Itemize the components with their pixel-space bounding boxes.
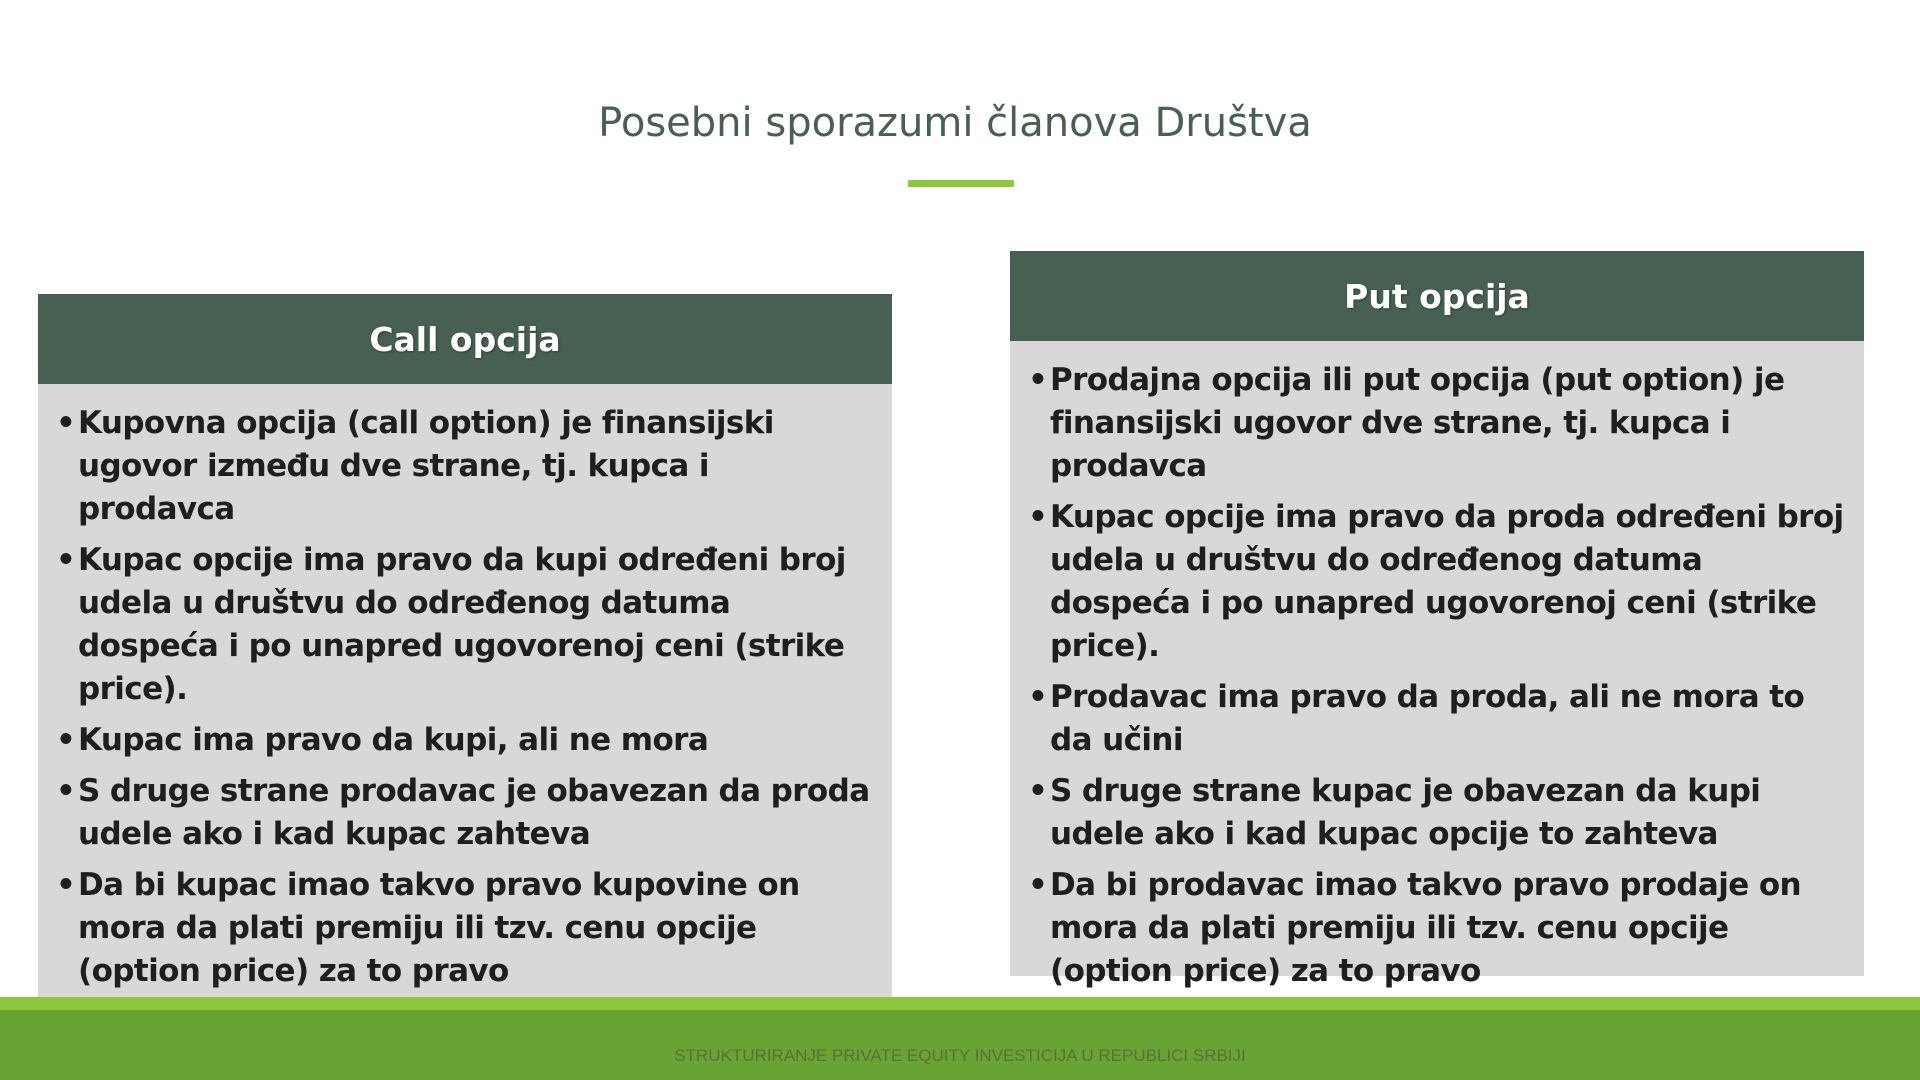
put-option-body	[1010, 341, 1864, 993]
bullet-dot: •	[56, 542, 76, 578]
call-option-bullet	[56, 719, 874, 762]
footer-text: STRUKTURIRANJE PRIVATE EQUITY INVESTICIJA U REPUBLICI SRBIJI	[674, 1046, 1246, 1065]
put-option-card	[1010, 251, 1864, 989]
bullet-dot: •	[1028, 679, 1048, 715]
bullet-dot: •	[56, 722, 76, 758]
bullet-dot: •	[1028, 499, 1048, 535]
call-option-heading: Call opcija	[38, 294, 892, 384]
bullet-text: Kupac ima pravo da kupi, ali ne mora	[78, 722, 709, 758]
put-option-bullet	[1028, 496, 1846, 668]
call-option-bullet-list	[56, 402, 874, 993]
call-option-bullet	[56, 770, 874, 856]
footer-accent-band	[0, 997, 1920, 1010]
bullet-dot: •	[1028, 867, 1048, 903]
bullet-dot: •	[56, 773, 76, 809]
put-option-bullet-list	[1028, 359, 1846, 993]
bullet-dot: •	[56, 405, 76, 441]
put-option-bullet	[1028, 864, 1846, 993]
call-option-bullet	[56, 539, 874, 711]
bullet-dot: •	[1028, 362, 1048, 398]
bullet-text: Da bi prodavac imao takvo pravo prodaje on mora da plati premiju ili tzv. cenu opcije (option price) za to pravo	[1050, 867, 1802, 989]
put-option-bullet	[1028, 770, 1846, 856]
call-option-card	[38, 294, 892, 1019]
put-option-bullet	[1028, 359, 1846, 488]
bullet-dot: •	[56, 867, 76, 903]
bullet-text: Da bi kupac imao takvo pravo kupovine on mora da plati premiju ili tzv. cenu opcije (option price) za to pravo	[78, 867, 800, 989]
bullet-text: Prodajna opcija ili put opcija (put option) je finansijski ugovor dve strane, tj. kupca i prodavca	[1050, 362, 1785, 484]
call-option-bullet	[56, 864, 874, 993]
bullet-text: Kupac opcije ima pravo da kupi određeni broj udela u društvu do određenog datuma dospeća i po unapred ugovorenoj ceni (strike price).	[78, 542, 846, 707]
call-option-body	[38, 384, 892, 993]
bullet-dot: •	[1028, 773, 1048, 809]
bullet-text: Kupac opcije ima pravo da proda određeni broj udela u društvu do određenog datuma dospeća i po unapred ugovorenoj ceni (strike price).	[1050, 499, 1844, 664]
put-option-bullet	[1028, 676, 1846, 762]
bullet-text: Kupovna opcija (call option) je finansijski ugovor između dve strane, tj. kupca i prodavca	[78, 405, 774, 527]
bullet-text: S druge strane prodavac je obavezan da proda udele ako i kad kupac zahteva	[78, 773, 870, 852]
title-underline	[908, 180, 1014, 187]
put-option-heading: Put opcija	[1010, 251, 1864, 341]
call-option-bullet	[56, 402, 874, 531]
footer-band	[0, 1010, 1920, 1080]
bullet-text: Prodavac ima pravo da proda, ali ne mora to da učini	[1050, 679, 1805, 758]
bullet-text: S druge strane kupac je obavezan da kupi udele ako i kad kupac opcije to zahteva	[1050, 773, 1761, 852]
slide-title: Posebni sporazumi članova Društva	[598, 100, 1312, 146]
